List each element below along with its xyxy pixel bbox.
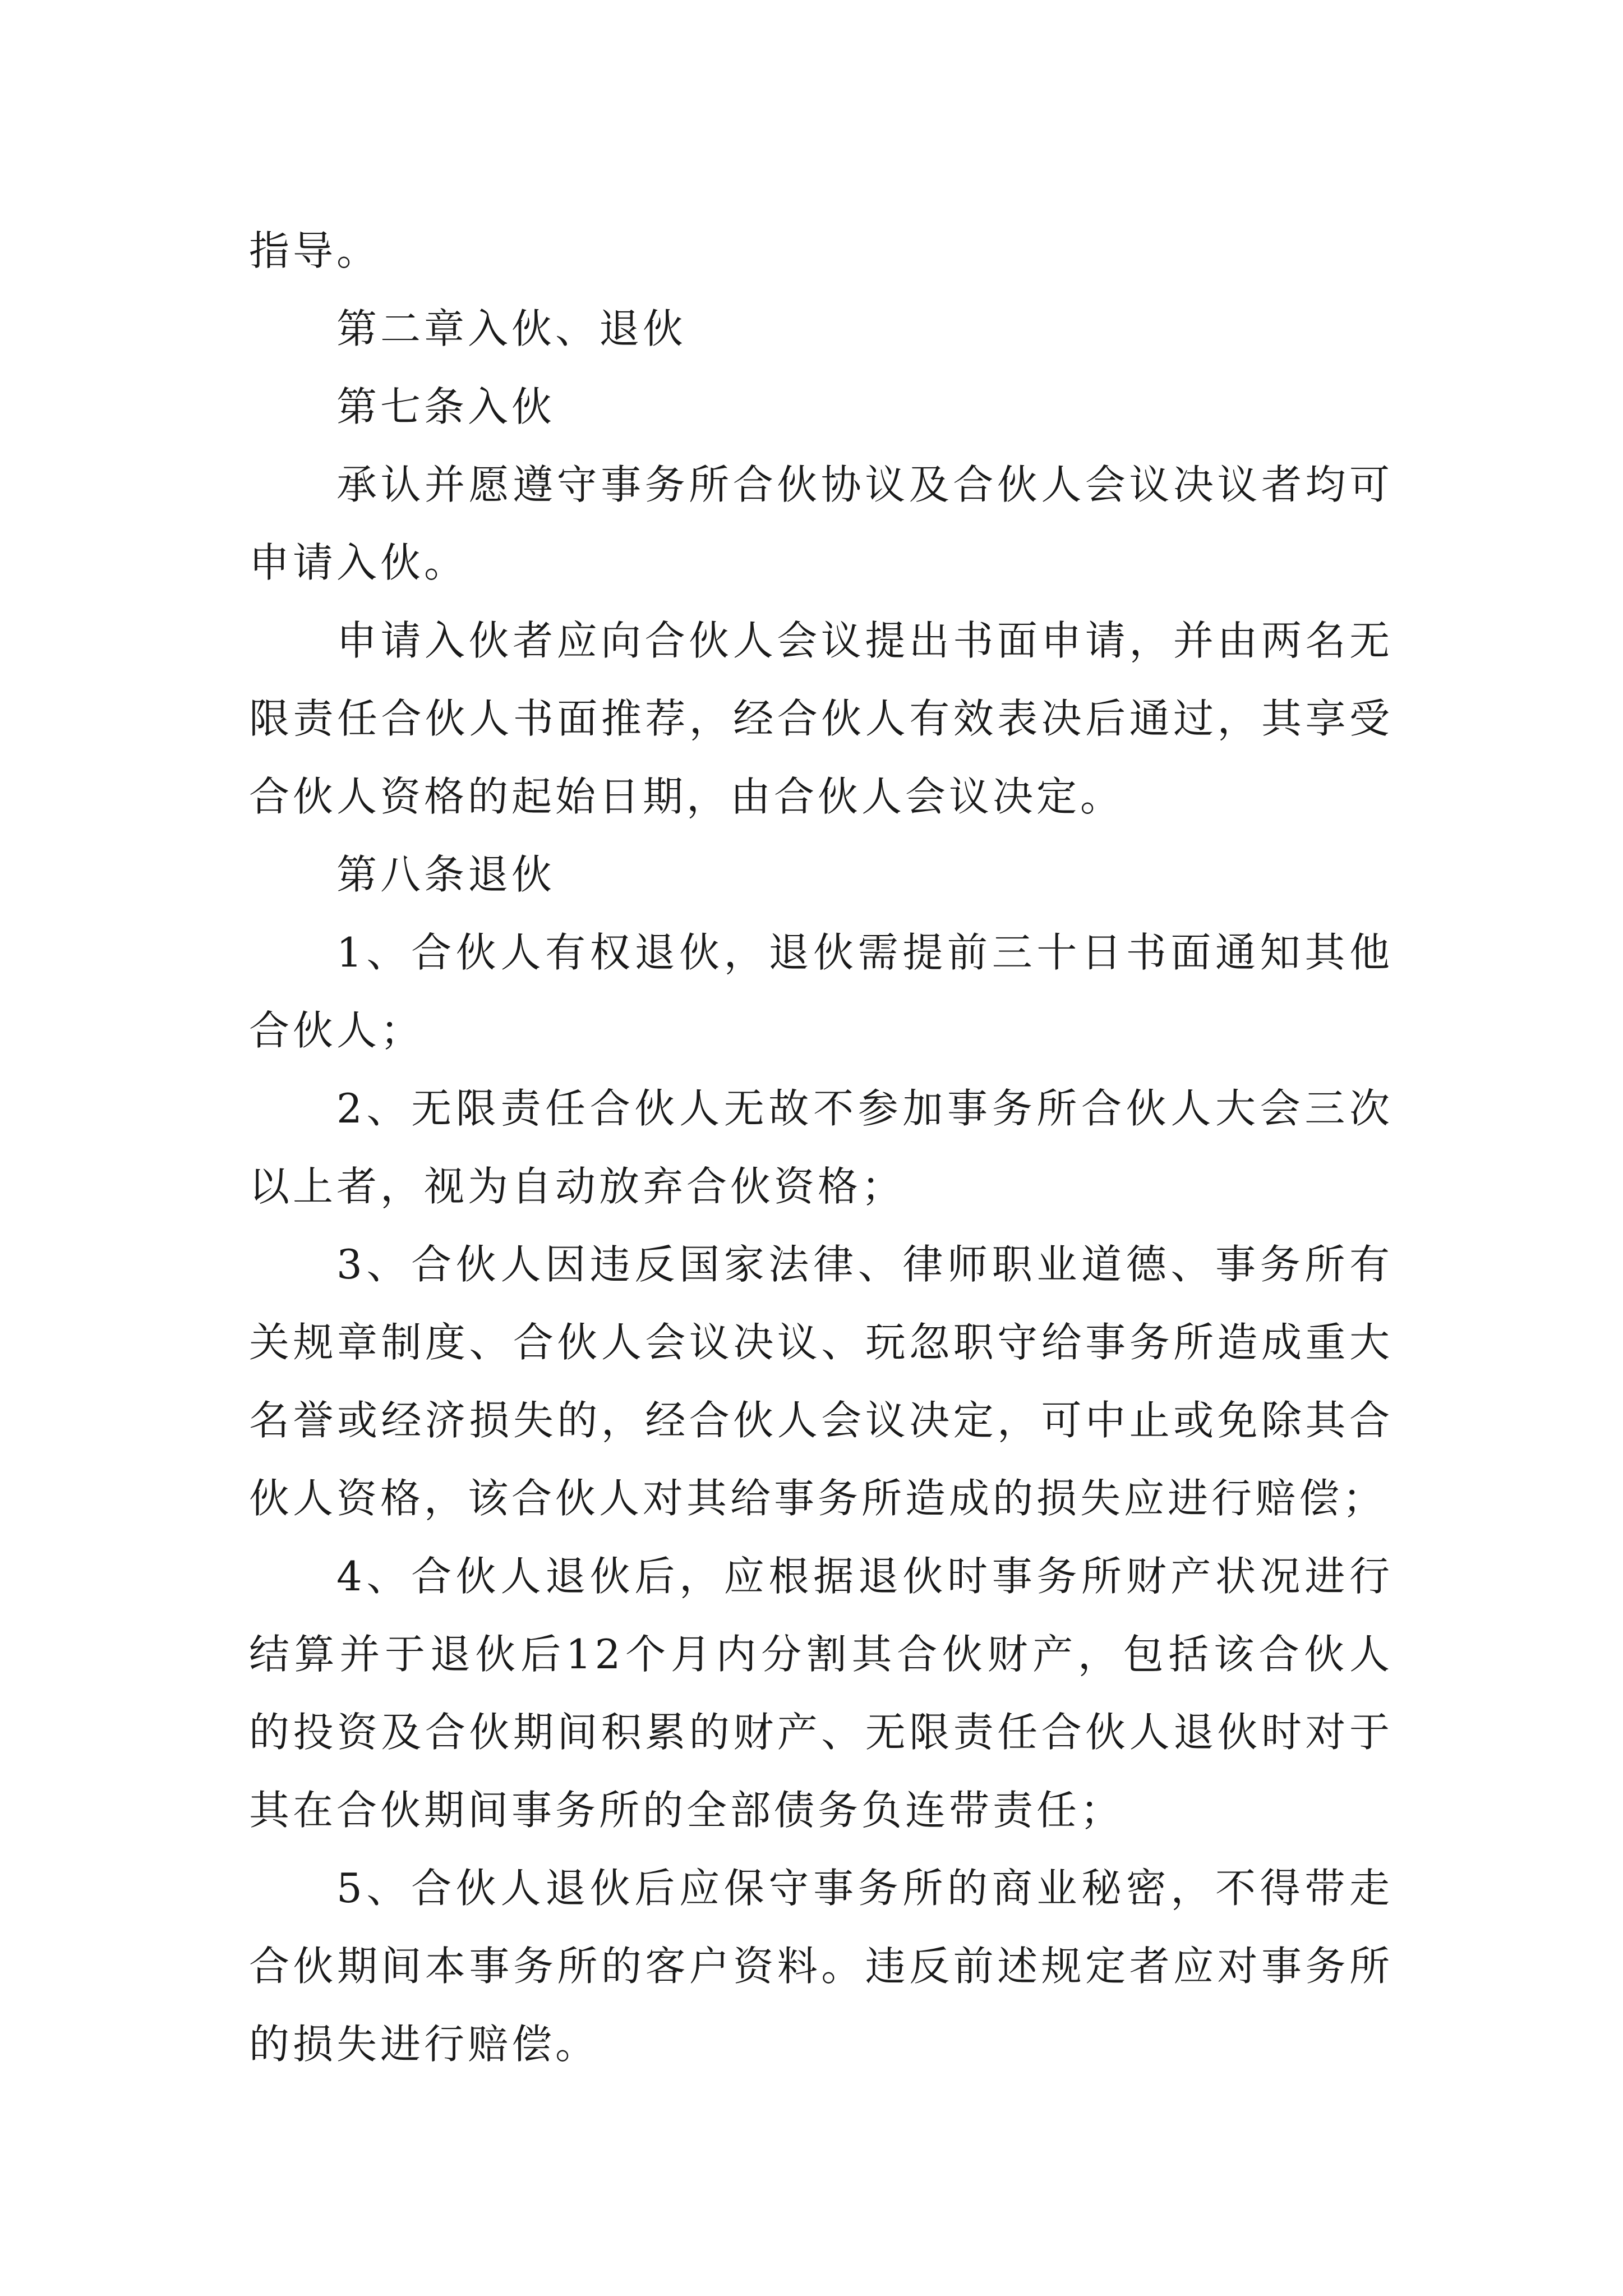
article-heading-7: 第七条入伙 [336, 383, 556, 430]
list-item-withdrawal-3: 3、合伙人因违反国家法律、律师职业道德、事务所有关规章制度、合伙人会议决议、玩忽职守给事务所造成重大名誉或经济损失的，经合伙人会议决定，可中止或免除其合伙人资格，该合伙人对其给事务所造成的损失应进行赔偿； [249, 1241, 1393, 1522]
paragraph-continuation: 指导。 [249, 227, 381, 274]
list-item-withdrawal-4: 4、合伙人退伙后，应根据退伙时事务所财产状况进行结算并于退伙后12个月内分割其合伙财产，包括该合伙人的投资及合伙期间积累的财产、无限责任合伙人退伙时对于其在合伙期间事务所的全部债务负连带责任； [249, 1553, 1393, 1834]
chapter-heading: 第二章入伙、退伙 [336, 305, 687, 352]
paragraph-admission-condition: 承认并愿遵守事务所合伙协议及合伙人会议决议者均可申请入伙。 [249, 461, 1393, 586]
paragraph-admission-procedure: 申请入伙者应向合伙人会议提出书面申请，并由两名无限责任合伙人书面推荐，经合伙人有效表决后通过，其享受合伙人资格的起始日期，由合伙人会议决定。 [249, 617, 1393, 820]
list-item-withdrawal-5: 5、合伙人退伙后应保守事务所的商业秘密，不得带走合伙期间本事务所的客户资料。违反前述规定者应对事务所的损失进行赔偿。 [249, 1865, 1393, 2068]
list-item-withdrawal-1: 1、合伙人有权退伙，退伙需提前三十日书面通知其他合伙人； [249, 929, 1393, 1054]
list-item-withdrawal-2: 2、无限责任合伙人无故不参加事务所合伙人大会三次以上者，视为自动放弃合伙资格； [249, 1085, 1393, 1210]
document-body [249, 212, 1393, 2083]
article-heading-8: 第八条退伙 [336, 851, 556, 898]
